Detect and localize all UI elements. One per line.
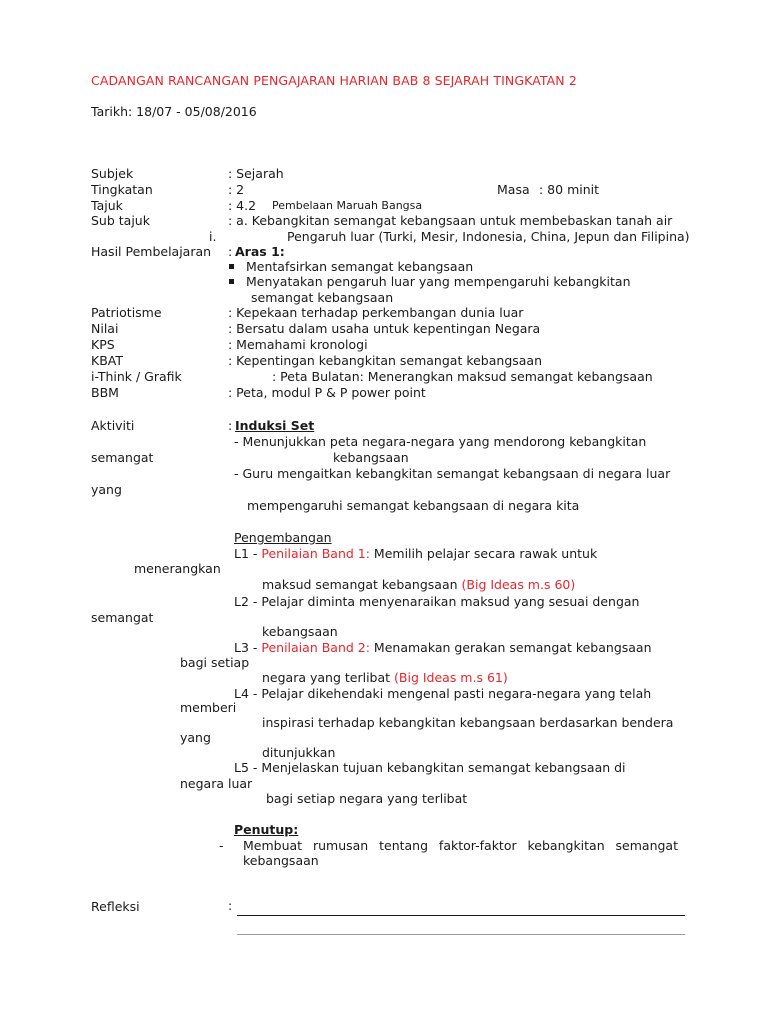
hasil-aras: Aras 1:	[235, 244, 285, 259]
bbm-label: BBM	[91, 385, 119, 400]
penutup-line-1: Membuat rumusan tentang faktor-faktor kebangkitan semangat	[243, 838, 678, 853]
induksi-wrap-1: semangat	[91, 450, 154, 465]
subjek-value: : Sejarah	[228, 166, 284, 181]
subtajuk-roman: i.	[209, 229, 217, 244]
induksi-wrap-2: yang	[91, 482, 122, 497]
refleksi-label: Refleksi	[91, 899, 140, 914]
tajuk-prefix: : 4.2	[228, 198, 257, 213]
penutup-dash: -	[219, 838, 224, 853]
tingkatan-value: : 2	[228, 182, 245, 197]
hasil-item-1: Mentafsirkan semangat kebangsaan	[229, 259, 473, 275]
l3-ref: (Big Ideas m.s 61)	[394, 670, 508, 685]
ithink-value: : Peta Bulatan: Menerangkan maksud semangat kebangsaan	[272, 369, 653, 384]
l4-wrap: memberi	[180, 700, 237, 715]
l1-band: Penilaian Band 1:	[261, 546, 370, 561]
nilai-label: Nilai	[91, 321, 119, 336]
l3-cont: negara yang terlibat (Big Ideas m.s 61)	[262, 670, 508, 685]
bullet-icon	[229, 264, 234, 269]
induksi-line-1: - Menunjukkan peta negara-negara yang mendorong kebangkitan	[234, 434, 647, 449]
subtajuk-value-2: Pengaruh luar (Turki, Mesir, Indonesia, China, Jepun dan Filipina)	[287, 229, 690, 244]
kbat-label: KBAT	[91, 353, 123, 368]
l4-wrap-2: yang	[180, 730, 211, 745]
masa-label: Masa	[497, 182, 530, 197]
bbm-value: : Peta, modul P & P power point	[228, 385, 426, 400]
induksi-line-2: - Guru mengaitkan kebangkitan semangat kebangsaan di negara luar	[234, 466, 671, 481]
l4-cont-2: ditunjukkan	[262, 745, 336, 760]
subtajuk-label: Sub tajuk	[91, 213, 150, 228]
l3-line: L3 - Penilaian Band 2: Menamakan gerakan semangat kebangsaan	[234, 640, 652, 655]
l4-cont: inspirasi terhadap kebangkitan kebangsaan berdasarkan bendera	[262, 715, 674, 730]
document-title: CADANGAN RANCANGAN PENGAJARAN HARIAN BAB 8 SEJARAH TINGKATAN 2	[91, 73, 577, 88]
hasil-item-2-cont: semangat kebangsaan	[251, 290, 394, 305]
masa-value: : 80 minit	[539, 182, 600, 197]
induksi-line-1-cont: kebangsaan	[333, 450, 409, 465]
refleksi-colon: :	[228, 898, 233, 913]
penutup-heading: Penutup:	[234, 822, 299, 837]
ithink-label: i-Think / Grafik	[91, 369, 182, 384]
l3-band: Penilaian Band 2:	[261, 640, 370, 655]
l2-wrap: semangat	[91, 610, 154, 625]
hasil-label: Hasil Pembelajaran	[91, 244, 212, 259]
refleksi-line-1	[237, 915, 685, 916]
l1-line: L1 - Penilaian Band 1: Memilih pelajar secara rawak untuk	[234, 546, 598, 561]
patriotisme-value: : Kepekaan terhadap perkembangan dunia luar	[228, 305, 524, 320]
date-line: Tarikh: 18/07 - 05/08/2016	[91, 104, 257, 119]
penutup-line-2: kebangsaan	[243, 853, 319, 868]
aktiviti-label: Aktiviti	[91, 418, 135, 433]
nilai-value: : Bersatu dalam usaha untuk kepentingan Negara	[228, 321, 541, 336]
subtajuk-value: : a. Kebangkitan semangat kebangsaan untuk membebaskan tanah air	[228, 213, 673, 228]
tajuk-value: Pembelaan Maruah Bangsa	[272, 199, 423, 212]
l3-wrap: bagi setiap	[180, 655, 250, 670]
induksi-heading: Induksi Set	[235, 418, 315, 433]
l1-ref: (Big Ideas m.s 60)	[461, 577, 576, 592]
l2-cont: kebangsaan	[262, 624, 338, 639]
l4-line: L4 - Pelajar dikehendaki mengenal pasti negara-negara yang telah	[234, 686, 652, 701]
tingkatan-label: Tingkatan	[91, 182, 153, 197]
tajuk-label: Tajuk	[91, 198, 123, 213]
l5-line: L5 - Menjelaskan tujuan kebangkitan semangat kebangsaan di	[234, 760, 626, 775]
refleksi-line-2	[237, 934, 685, 935]
bullet-icon	[229, 279, 234, 284]
kps-label: KPS	[91, 337, 115, 352]
induksi-line-2-cont: mempengaruhi semangat kebangsaan di negara kita	[247, 498, 580, 513]
subjek-label: Subjek	[91, 166, 134, 181]
pengembangan-heading: Pengembangan	[234, 530, 332, 545]
kbat-value: : Kepentingan kebangkitan semangat kebangsaan	[228, 353, 543, 368]
hasil-colon: :	[228, 244, 233, 259]
l1-wrap: menerangkan	[134, 561, 221, 576]
aktiviti-colon: :	[228, 418, 233, 433]
l1-cont: maksud semangat kebangsaan (Big Ideas m.s 60)	[262, 577, 576, 592]
l5-cont: bagi setiap negara yang terlibat	[266, 791, 468, 806]
patriotisme-label: Patriotisme	[91, 305, 162, 320]
hasil-item-2: Menyatakan pengaruh luar yang mempengaruhi kebangkitan	[229, 274, 631, 290]
l5-wrap: negara luar	[180, 776, 253, 791]
kps-value: : Memahami kronologi	[228, 337, 368, 352]
l2-line: L2 - Pelajar diminta menyenaraikan maksud yang sesuai dengan	[234, 594, 640, 609]
